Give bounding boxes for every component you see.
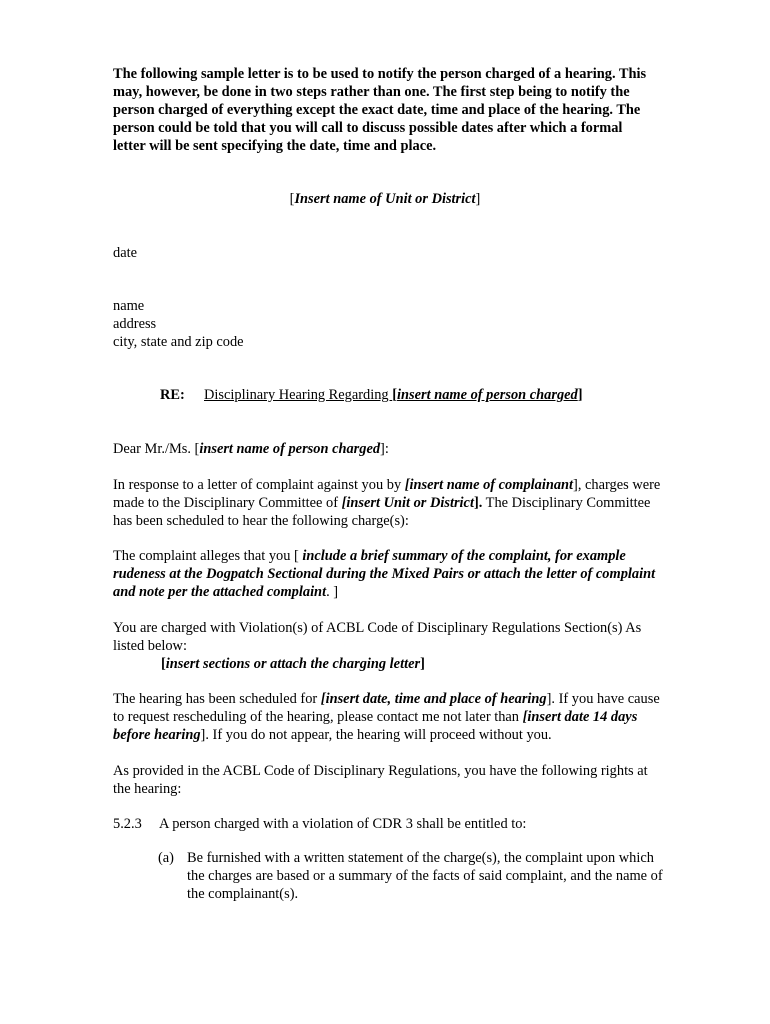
p1-text-1: In response to a letter of complaint against you by [113, 477, 405, 493]
recipient-city: city, state and zip code [113, 334, 244, 350]
list-item-a [158, 849, 668, 903]
p2-summary-placeholder: include a brief summary of the complaint, for example rudeness at the Dogpatch Sectional during the Mixed Pairs or attach the letter of complaint and note per the attached complaint [113, 548, 656, 600]
unit-open-bracket: [ [289, 191, 295, 207]
recipient-address: address [113, 316, 157, 332]
p4-text-1: The hearing has been scheduled for [113, 691, 321, 707]
p3-close-bracket: ] [420, 656, 425, 672]
unit-heading [0, 190, 770, 208]
p4-text-3: ]. If you do not appear, the hearing will proceed without you. [200, 727, 552, 743]
re-open-bracket: [ [392, 387, 398, 403]
section-number: 5.2.3 [113, 816, 142, 832]
re-placeholder: insert name of person charged [397, 387, 578, 403]
p1-unit-placeholder: [insert Unit or District [341, 495, 474, 511]
violation-paragraph [113, 619, 663, 673]
complaint-paragraph [113, 476, 663, 530]
p2-text-1: The complaint alleges that you [ [113, 548, 303, 564]
date-line: date [113, 245, 137, 261]
salutation-text: Dear Mr./Ms. [ [113, 441, 200, 457]
re-subject [204, 387, 583, 403]
re-subject-text: Disciplinary Hearing Regarding [204, 387, 393, 403]
p4-date-placeholder: [insert date, time and place of hearing [320, 691, 547, 707]
p3-sections-placeholder: insert sections or attach the charging letter [165, 656, 421, 672]
rights-paragraph: As provided in the ACBL Code of Disciplinary Regulations, you have the following rights at the hearing: [113, 763, 648, 797]
p1-text-2: ], charges were made to the Disciplinary Committee of [113, 477, 661, 511]
p4-text-2: ]. If you have cause to request rescheduling of the hearing, please contact me not later than [113, 691, 660, 725]
p4-deadline-placeholder: [insert date 14 days before hearing [113, 709, 638, 743]
list-item-a-label: (a) [158, 850, 174, 866]
p3-text: You are charged with Violation(s) of ACBL Code of Disciplinary Regulations Section(s) As listed below: [113, 620, 642, 654]
re-close-bracket: ] [577, 387, 583, 403]
p3-sections-line [113, 655, 663, 673]
re-line [160, 386, 720, 404]
p3-open-bracket: [ [161, 656, 166, 672]
list-item-a-text: Be furnished with a written statement of the charge(s), the complaint upon which the charges are based or a summary of the facts of said complaint, and the name of the complainant(s). [187, 850, 663, 902]
salutation-placeholder: insert name of person charged [199, 441, 381, 457]
hearing-schedule-paragraph [113, 690, 663, 744]
re-label: RE: [160, 387, 185, 403]
allegation-paragraph [113, 547, 663, 601]
p2-text-2: . ] [326, 584, 339, 600]
p1-text-4: The Disciplinary Committee has been scheduled to hear the following charge(s): [113, 495, 651, 529]
salutation-close: ]: [380, 441, 389, 457]
address-block [113, 297, 658, 351]
p1-complainant-placeholder: [insert name of complainant [404, 477, 574, 493]
p1-text-3: ]. [473, 495, 483, 511]
section-paragraph [113, 815, 663, 833]
unit-placeholder: Insert name of Unit or District [294, 191, 476, 207]
section-text: A person charged with a violation of CDR 3 shall be entitled to: [159, 816, 527, 832]
recipient-name: name [113, 298, 145, 314]
salutation [113, 440, 658, 458]
unit-close-bracket: ] [475, 191, 481, 207]
intro-paragraph: The following sample letter is to be used to notify the person charged of a hearing. This may, however, be done in two steps rather than one. The first step being to notify the person charged of everything except the exact date, time and place of the hearing. The person could be told that you will call to discuss possible dates after which a formal letter will be sent specifying the date, time and place. [113, 66, 647, 154]
